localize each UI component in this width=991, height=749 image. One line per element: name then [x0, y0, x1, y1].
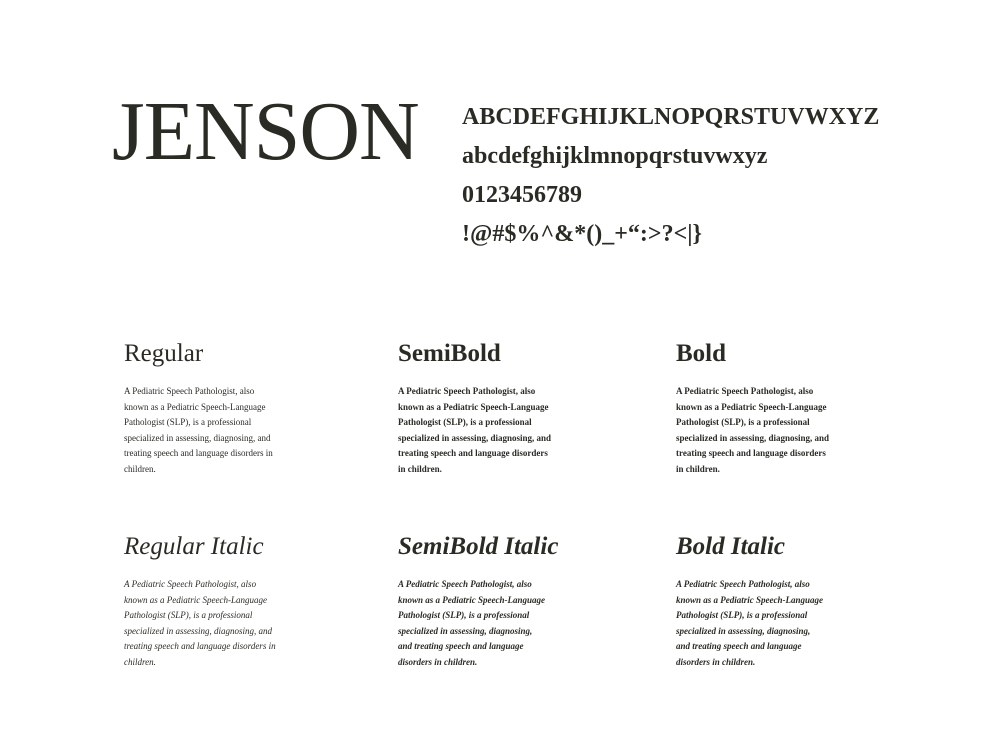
sample-text: A Pediatric Speech Pathologist, also known as a Pediatric Speech-Language Pathologist (SLP), is a professional specialized in assessing, diagnosing, and treating speech and language disorders in children.	[398, 579, 546, 667]
sample-title: Bold Italic	[676, 533, 786, 560]
sample-title: Bold	[676, 340, 727, 367]
font-name-title: JENSON	[112, 85, 419, 178]
sample-bold-italic	[676, 534, 826, 679]
sample-title: Regular Italic	[124, 533, 264, 560]
sample-title: SemiBold Italic	[398, 533, 559, 560]
sample-bold	[676, 341, 832, 486]
uppercase-glyphs: ABCDEFGHIJKLNOPQRSTUVWXYZ	[462, 104, 880, 130]
symbol-glyphs: !@#$%^&*()_+“:>?<|}	[462, 221, 702, 247]
sample-regular	[124, 341, 280, 486]
lowercase-glyphs: abcdefghijklmnopqrstuvwxyz	[462, 143, 768, 169]
sample-text: A Pediatric Speech Pathologist, also known as a Pediatric Speech-Language Pathologist (SLP), is a professional specialized in assessing, diagnosing, and treating speech and language disorders in children.	[676, 386, 830, 474]
sample-text: A Pediatric Speech Pathologist, also known as a Pediatric Speech-Language Pathologist (SLP), is a professional specialized in assessing, diagnosing, and treating speech and language disorders in children.	[676, 579, 824, 667]
sample-semibold	[398, 341, 554, 486]
sample-text: A Pediatric Speech Pathologist, also known as a Pediatric Speech-Language Pathologist (SLP), is a professional specialized in assessing, diagnosing, and treating speech and language disorders in children.	[398, 386, 552, 474]
sample-title: Regular	[124, 340, 204, 367]
sample-regular-italic	[124, 534, 280, 679]
sample-text: A Pediatric Speech Pathologist, also known as a Pediatric Speech-Language Pathologist (SLP), is a professional specialized in assessing, diagnosing, and treating speech and language disorders in children.	[124, 386, 273, 474]
sample-semibold-italic	[398, 533, 559, 679]
sample-text: A Pediatric Speech Pathologist, also known as a Pediatric Speech-Language Pathologist (SLP), is a professional specialized in assessing, diagnosing, and treating speech and language disorders in children.	[124, 579, 276, 667]
sample-title: SemiBold	[398, 340, 501, 367]
glyph-set	[462, 98, 879, 254]
numeral-glyphs: 0123456789	[462, 182, 582, 208]
